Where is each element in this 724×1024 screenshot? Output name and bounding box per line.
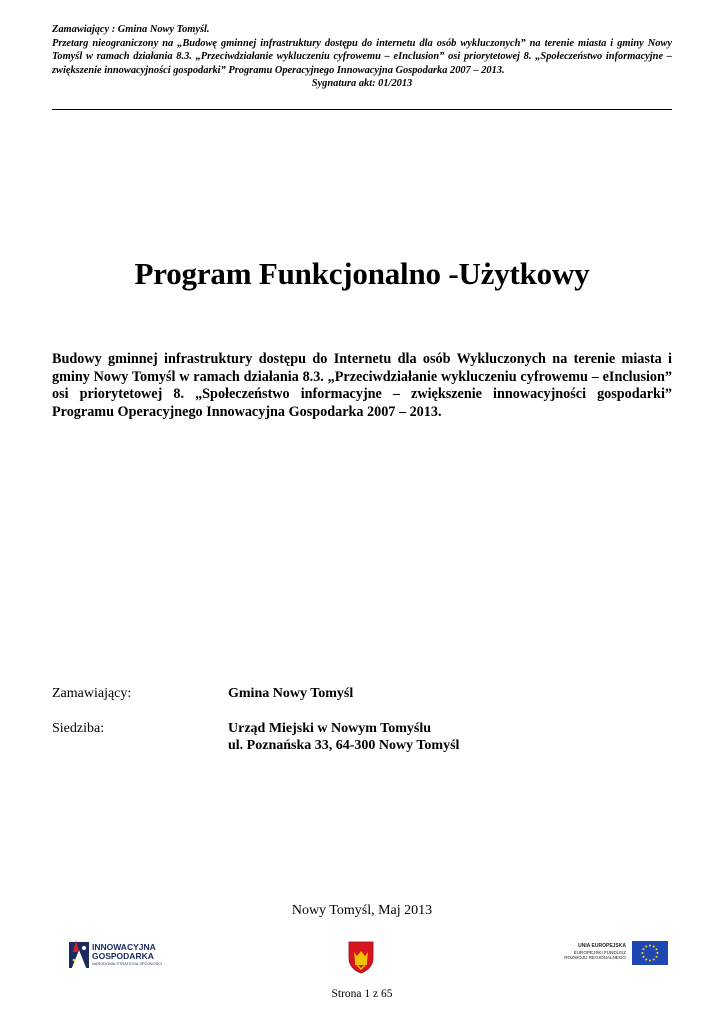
innowacyjna-gospodarka-wordmark: INNOWACYJNA GOSPODARKA	[92, 942, 156, 961]
header-tender-paragraph: Przetarg nieograniczony na „Budowę gminnej infrastruktury dostępu do internetu dla osób wykluczonych” na terenie miasta i gminy Nowy Tomyśl w ramach działania 8.3. „Przeciwdziałanie wykluczeniu cyfrowemu – eInclusion” osi priorytetowej 8. „Społeczeństwo informacyjne – zwiększenie innowacyjności gospodarki” Programu Operacyjnego Innowacyjna Gospodarka 2007 – 2013.	[52, 37, 672, 76]
header-client-line: Zamawiający : Gmina Nowy Tomyśl.	[52, 24, 210, 35]
header-case-signature: Sygnatura akt: 01/2013	[311, 78, 413, 90]
seat-label: Siedziba:	[52, 721, 105, 736]
page-number: Strona 1 z 65	[331, 988, 393, 1000]
seat-row	[52, 720, 672, 760]
document-header	[52, 23, 672, 91]
eu-fund-text: UNIA EUROPEJSKA EUROPEJSKI FUNDUSZ ROZWOJU REGIONALNEGO	[564, 943, 626, 961]
place-and-date: Nowy Tomyśl, Maj 2013	[291, 903, 433, 918]
seat-value-line2: ul. Poznańska 33, 64-300 Nowy Tomyśl	[228, 738, 460, 753]
document-subject: Budowy gminnej infrastruktury dostępu do Internetu dla osób Wykluczonych na terenie miasta i gminy Nowy Tomyśl w ramach działania 8.3. „Przeciwdziałanie wykluczeniu cyfrowemu – eInclusion” osi priorytetowej 8. „Społeczeństwo informacyjne – zwiększenie innowacyjności gospodarki” Programu Operacyjnego Innowacyjna Gospodarka 2007 – 2013.	[52, 351, 672, 420]
innowacyjna-gospodarka-icon	[67, 938, 91, 972]
page-title: Program Funkcjonalno -Użytkowy	[134, 256, 590, 291]
innowacyjna-gospodarka-subtitle: NARODOWA STRATEGIA SPÓJNOŚCI	[92, 962, 163, 966]
client-value: Gmina Nowy Tomyśl	[228, 686, 354, 701]
eu-flag-icon	[632, 941, 668, 965]
eu-regional-fund-logo	[566, 941, 668, 967]
client-label: Zamawiający:	[52, 686, 132, 701]
innowacyjna-gospodarka-logo	[67, 938, 177, 972]
header-divider	[52, 109, 672, 110]
nowy-tomysl-coat-of-arms-icon	[346, 940, 376, 974]
seat-value-line1: Urząd Miejski w Nowym Tomyślu	[228, 721, 432, 736]
